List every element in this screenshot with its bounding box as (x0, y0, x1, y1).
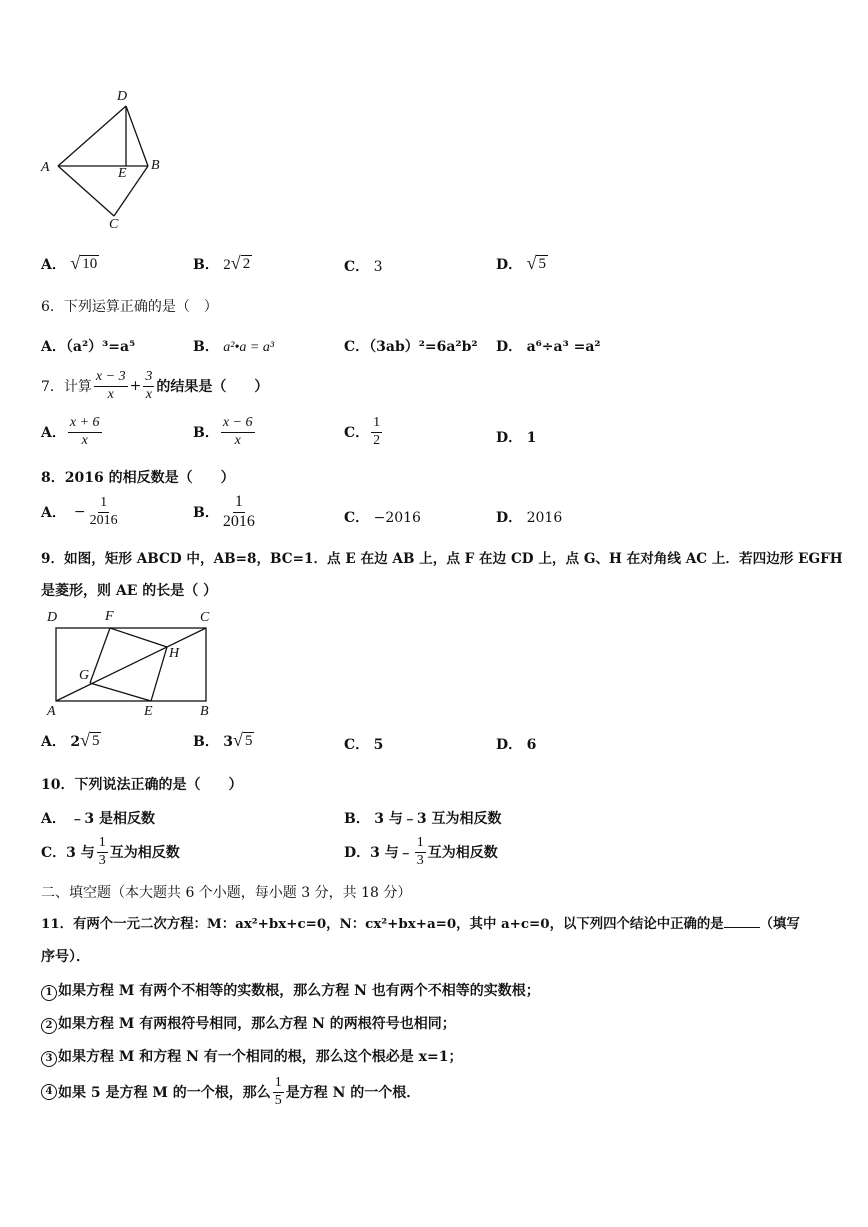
sqrt-expression: √ 5 (526, 253, 546, 273)
coefficient: 2 (70, 734, 81, 750)
option-text: 3 与 (66, 845, 95, 862)
option-key: C． (344, 510, 370, 526)
point-label-e: E (144, 704, 153, 719)
sqrt-expression: √ 10 (70, 253, 98, 273)
q6-option-a (41, 336, 135, 356)
fraction-numerator: 1 (371, 416, 382, 433)
option-key: A． (41, 257, 66, 273)
q11-statement-1 (41, 980, 540, 1001)
fraction (94, 370, 128, 402)
fraction-denominator: 3 (98, 852, 106, 868)
option-key: D． (496, 257, 523, 273)
option-key: C． (344, 259, 370, 275)
fraction-numerator: 1 (273, 1076, 284, 1093)
option-text: 3 与﹣ (370, 845, 413, 862)
q11-statement-2 (41, 1013, 456, 1034)
option-text: 2016 (526, 510, 563, 526)
option-value: 3 (373, 259, 383, 275)
q11-stem-line1 (41, 913, 800, 932)
question-text: 11．有两个一元二次方程：M：ax²+bx+c=0，N：cx²+bx+a=0，其中 a+c=0，以下列四个结论中正确的是 (41, 916, 724, 932)
sqrt-arg: 5 (91, 732, 100, 749)
q9-option-d (496, 734, 536, 754)
q8-option-a (41, 496, 122, 528)
fraction-denominator: x (234, 432, 241, 448)
q5-option-c (344, 256, 383, 276)
point-label-e: E (118, 166, 127, 181)
option-key: A． (41, 734, 66, 750)
q10-option-b (344, 808, 502, 828)
fraction (415, 836, 426, 868)
fraction-numerator: x + 6 (68, 416, 102, 433)
statement-text: 如果方程 M 有两根符号相同，那么方程 N 的两根符号也相同； (58, 1016, 456, 1032)
coefficient: 3 (223, 734, 234, 750)
fraction (371, 416, 382, 448)
option-text: 1 (526, 430, 537, 446)
option-text: a²•a = a³ (223, 340, 275, 355)
q6-option-b (193, 336, 274, 356)
q11-statement-3 (41, 1046, 462, 1067)
option-key: C． (344, 737, 370, 753)
q8-option-b (193, 494, 259, 531)
fraction-denominator: x (145, 386, 152, 402)
q10-option-d (344, 836, 498, 868)
fraction (68, 416, 102, 448)
option-text: a⁶÷a³ =a² (526, 339, 601, 355)
option-text: 6 (526, 737, 537, 753)
plus-sign: + (129, 378, 142, 395)
sqrt-arg: 10 (82, 255, 98, 272)
point-label-d: D (47, 610, 58, 625)
fraction-denominator: 2016 (222, 512, 255, 530)
fraction-numerator: 1 (415, 836, 426, 853)
q7-option-b (193, 416, 257, 448)
fraction-denominator: 3 (416, 852, 424, 868)
point-label-a: A (41, 160, 50, 175)
option-key: A． (41, 811, 66, 827)
q10-option-c (41, 836, 180, 868)
fraction-numerator: 1 (98, 496, 109, 513)
option-text: 互为相反数 (427, 845, 498, 862)
fraction-numerator: x − 6 (221, 416, 255, 433)
point-label-h: H (169, 646, 180, 661)
q5-option-b (193, 254, 252, 274)
option-key: C． (41, 845, 67, 862)
statement-text: 如果方程 M 有两个不相等的实数根，那么方程 N 也有两个不相等的实数根； (58, 983, 540, 999)
q7-stem (41, 370, 268, 402)
option-key: D． (344, 845, 371, 862)
option-key: D． (496, 510, 523, 526)
point-label-g: G (79, 668, 90, 683)
option-key: A． (41, 339, 66, 355)
question-prefix: 7．计算 (41, 379, 92, 396)
q5-option-a (41, 254, 99, 274)
circled-number: 4 (41, 1084, 57, 1100)
fraction-denominator: x (107, 386, 114, 402)
q11-statement-4 (41, 1076, 420, 1108)
statement-text: 如果 5 是方程 M 的一个根，那么 (58, 1085, 271, 1102)
fraction (97, 836, 108, 868)
option-key: A． (41, 505, 66, 522)
option-text: −2016 (373, 510, 421, 526)
q9-option-a (41, 731, 101, 751)
option-key: D． (496, 430, 523, 446)
sqrt-arg: 2 (242, 255, 251, 272)
question-tail: 的结果是（ ） (156, 379, 269, 396)
fraction (221, 416, 255, 448)
section-heading: 二、填空题（本大题共 6 个小题，每小题 3 分，共 18 分） (41, 885, 412, 901)
sqrt-expression: √ 2 (230, 253, 251, 273)
q8-option-c (344, 507, 421, 527)
q7-option-c (344, 416, 384, 448)
fraction-numerator: 1 (97, 836, 108, 853)
option-key: C． (344, 425, 370, 442)
q10-option-a (41, 808, 155, 828)
circled-number: 3 (41, 1051, 57, 1067)
sqrt-arg: 5 (538, 255, 546, 272)
fraction-denominator: 2016 (89, 512, 118, 528)
option-text: 互为相反数 (109, 845, 180, 862)
statement-text: 是方程 N 的一个根． (285, 1085, 421, 1102)
fraction (273, 1076, 284, 1108)
q9-stem-line1: 9．如图，矩形 ABCD 中，AB=8，BC=1．点 E 在边 AB 上，点 F 在边 CD 上，点 G、H 在对角线 AC 上．若四边形 EGFH (41, 551, 843, 567)
q5-option-d (496, 254, 548, 274)
sqrt-arg: 5 (244, 732, 253, 749)
fraction-numerator: 3 (143, 370, 154, 387)
q6-option-d (496, 336, 601, 356)
option-text: ﹣3 是相反数 (70, 811, 155, 827)
option-text: （a²）³=a⁵ (65, 339, 136, 355)
q8-stem: 8．2016 的相反数是（ ） (41, 470, 235, 486)
option-key: D． (496, 339, 523, 355)
sqrt-expression: √ 5 (80, 730, 100, 750)
fraction (143, 370, 154, 402)
fraction-numerator: x − 3 (94, 370, 128, 387)
circled-number: 1 (41, 985, 57, 1001)
fraction-denominator: x (81, 432, 88, 448)
fraction (221, 494, 257, 531)
point-label-c: C (109, 217, 119, 232)
answer-blank (724, 915, 760, 928)
point-label-f: F (105, 609, 114, 624)
q10-stem: 10．下列说法正确的是（ ） (41, 777, 243, 793)
coefficient: 2 (223, 257, 231, 273)
option-key: B． (193, 339, 219, 355)
q6-stem: 6．下列运算正确的是（ ） (41, 299, 218, 315)
sqrt-expression: √ 5 (233, 730, 253, 750)
minus-sign: − (73, 504, 86, 521)
fraction-denominator: 5 (274, 1092, 282, 1108)
question-text: （填写 (759, 916, 800, 932)
q7-option-a (41, 416, 104, 448)
fraction-numerator: 1 (233, 494, 245, 513)
point-label-a: A (47, 704, 56, 719)
option-key: B． (193, 505, 219, 522)
point-label-c: C (200, 610, 210, 625)
option-key: D． (496, 737, 523, 753)
option-key: B． (193, 734, 219, 750)
fraction (88, 496, 120, 528)
q7-option-d (496, 427, 536, 447)
option-key: B． (193, 425, 219, 442)
fraction-denominator: 2 (373, 432, 381, 448)
point-label-d: D (117, 89, 128, 104)
circled-number: 2 (41, 1018, 57, 1034)
q11-stem-line2: 序号）． (41, 949, 90, 965)
point-label-b: B (200, 704, 209, 719)
option-key: C． (344, 339, 370, 355)
option-key: B． (344, 811, 370, 827)
q9-stem-line2: 是菱形，则 AE 的长是（ ） (41, 583, 218, 599)
statement-text: 如果方程 M 和方程 N 有一个相同的根，那么这个根必是 x=1； (58, 1049, 463, 1065)
option-key: A． (41, 425, 66, 442)
point-label-b: B (151, 158, 160, 173)
q9-option-c (344, 734, 383, 754)
q8-option-d (496, 507, 562, 527)
option-key: B． (193, 257, 219, 273)
q9-option-b (193, 731, 254, 751)
option-text: 3 与﹣3 互为相反数 (374, 811, 502, 827)
option-text: （3ab）²=6a²b² (369, 339, 478, 355)
q6-option-c (344, 336, 478, 356)
option-text: 5 (373, 737, 384, 753)
